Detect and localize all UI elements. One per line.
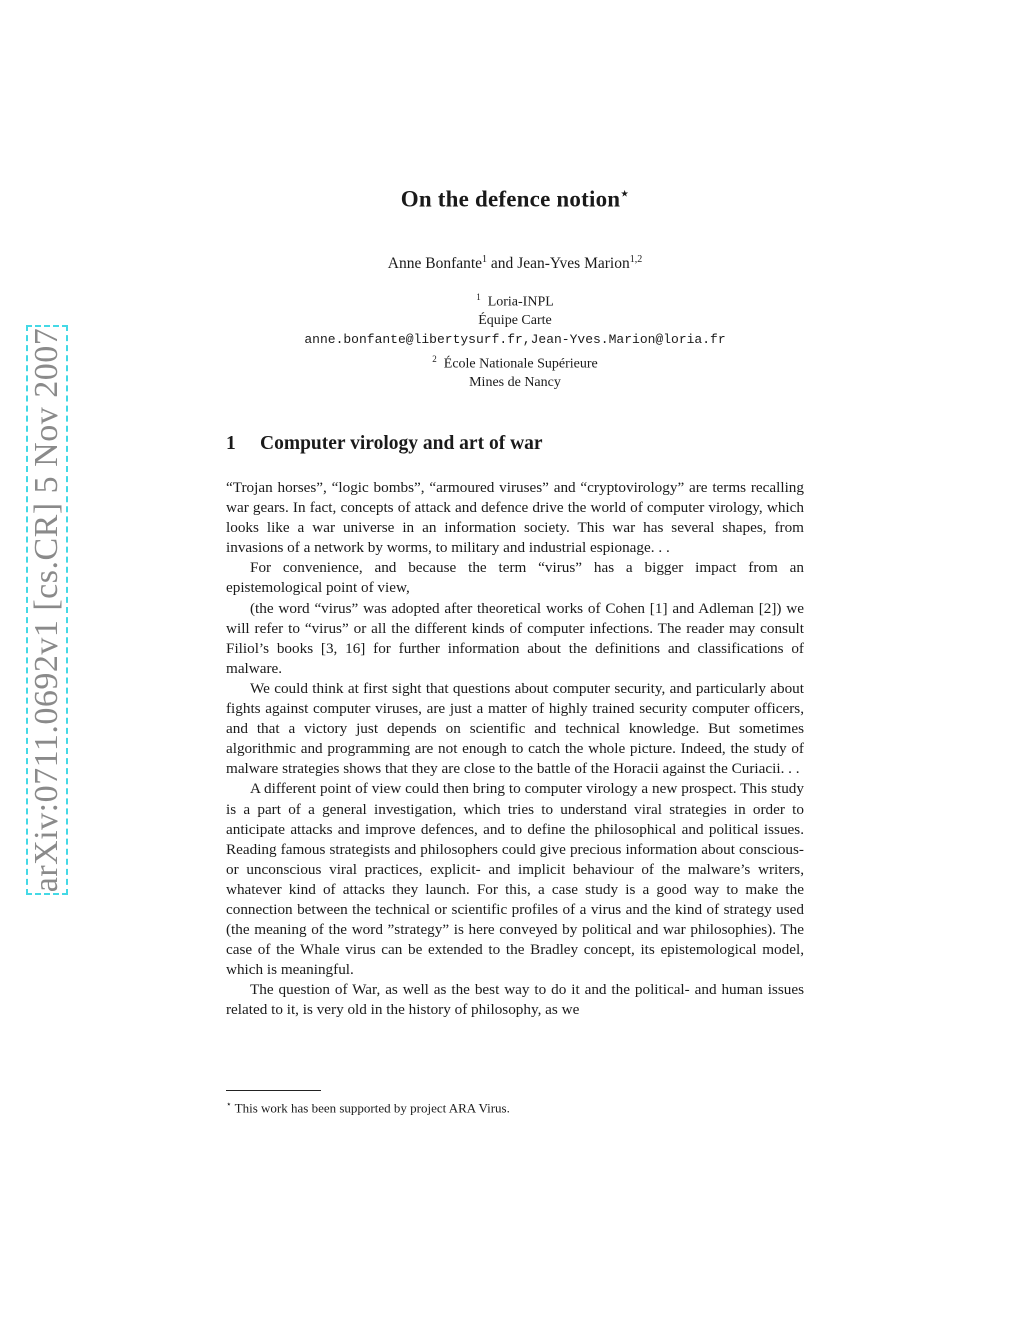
arxiv-id: arXiv:0711.0692v1 [cs.CR] 5 Nov 2007 [28, 327, 66, 893]
paragraph-3: (the word “virus” was adopted after theoretical works of Cohen [1] and Adleman [2]) we will refer to “virus” or all the different kinds of computer infections. The reader may consult Filiol’s books [3, 16] for further information about the definitions and classifications of malware. [226, 599, 804, 677]
author-1-mark: 1 [482, 254, 488, 265]
paper-title [226, 186, 804, 213]
author-2-mark: 1,2 [629, 254, 643, 265]
authors [226, 254, 804, 273]
title-text: On the defence notion [400, 186, 621, 212]
section-heading [226, 433, 804, 455]
title-footnote-mark: ⋆ [620, 187, 630, 202]
footnote-text: This work has been supported by project ARA Virus. [234, 1100, 510, 1116]
paragraph-6: The question of War, as well as the best way to do it and the political- and human issues related to it, is very old in the history of philosophy, as we [226, 981, 804, 1019]
arxiv-stamp [26, 325, 68, 895]
section-number: 1 [226, 433, 236, 454]
footnote-mark: ⋆ [226, 1099, 232, 1109]
author-2: Jean-Yves Marion [517, 255, 630, 273]
section-body [226, 478, 804, 1021]
authors-and: and [487, 255, 518, 273]
paragraph-5: A different point of view could then bring to computer virology a new prospect. This study is a part of a general investigation, which tries to understand viral strategies in order to anticipate attacks and improve defences, and to define the philosophical and political issues. Reading famous strategists and philosophers could give precious information about conscious- or unconscious viral practices, explicit- and implicit behaviour of the malware’s writers, whatever kind of attacks they launch. For this, a case study is a good way to make the connection between the technical or scientific profiles of a virus and the kind of strategy used (the meaning of the word ”strategy” is here conveyed by political and war philosophies). The case of the Whale virus can be extended to the Bradley concept, its epistemological model, which is meaningful. [226, 780, 804, 979]
affiliations [226, 288, 804, 393]
affiliation-1-line-2: Équipe Carte [478, 313, 552, 329]
section-title: Computer virology and art of war [260, 433, 543, 454]
affiliation-1-line-1 [226, 288, 804, 312]
footnote [226, 1096, 804, 1116]
affiliation-1-mark: 1 [476, 292, 481, 302]
author-1: Anne Bonfante [387, 255, 483, 273]
affiliation-2-name: École Nationale Supérieure [443, 356, 598, 372]
affiliation-1-name: Loria-INPL [487, 294, 554, 310]
affiliation-2-line-1 [226, 350, 804, 374]
affiliation-2-line-2: Mines de Nancy [469, 375, 561, 391]
author-emails: anne.bonfante@libertysurf.fr,Jean-Yves.Marion@loria.fr [304, 332, 726, 348]
paragraph-4: We could think at first sight that questions about computer security, and particularly about fights against computer viruses, are just a matter of highly trained security computer officers, and that a victory just depends on scientific and technical knowledge. But sometimes algorithmic and programming are not enough to catch the whole picture. Indeed, the study of malware strategies shows that they are close to the battle of the Horacii against the Curiacii. . . [226, 679, 804, 778]
affiliation-2-mark: 2 [432, 353, 437, 364]
footnote-rule [226, 1090, 321, 1091]
paragraph-2: For convenience, and because the term “virus” has a bigger impact from an epistemological point of view, [226, 559, 804, 597]
paragraph-1: “Trojan horses”, “logic bombs”, “armoured viruses” and “cryptovirology” are terms recalling war gears. In fact, concepts of attack and defence drive the world of computer virology, which looks like a war universe in an information society. This war has several shapes, from invasions of a network by worms, to military and industrial espionage. . . [226, 479, 804, 557]
